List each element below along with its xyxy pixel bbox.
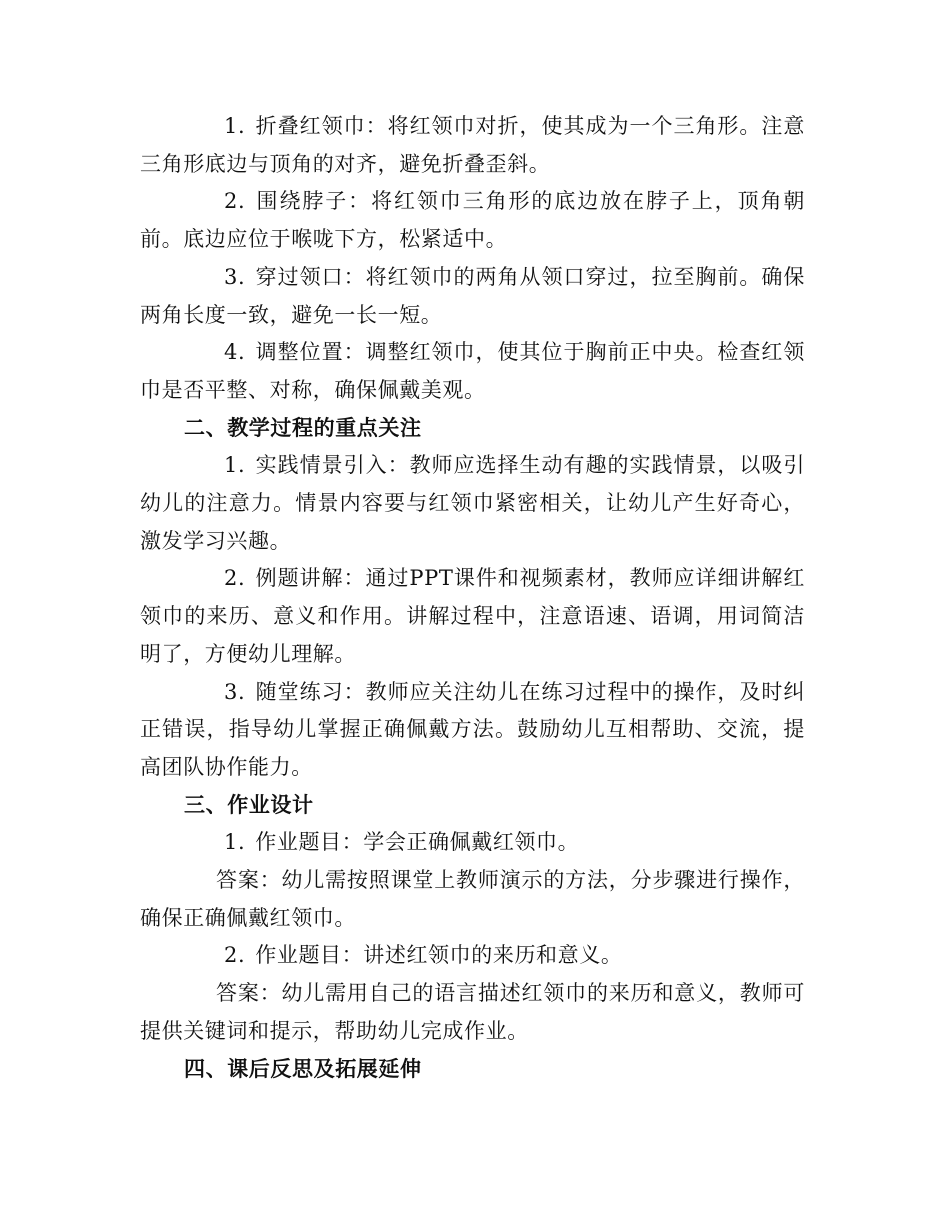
section-heading-2: 二、教学过程的重点关注 (184, 415, 422, 440)
step-paragraph-4 (140, 334, 805, 409)
step-number: 3. (224, 264, 246, 289)
section-heading-3: 三、作业设计 (184, 792, 314, 817)
document-body (140, 108, 805, 1088)
step-number: 4. (224, 340, 246, 365)
item-text: 实践情景引入：教师应选择生动有趣的实践情景，以吸引幼儿的注意力。情景内容要与红领巾紧密相关，让幼儿产生好奇心，激发学习兴趣。 (140, 453, 805, 553)
step-paragraph-2 (140, 183, 805, 258)
homework-number: 2. (224, 943, 246, 968)
homework-answer-1: 答案：幼儿需按照课堂上教师演示的方法，分步骤进行操作，确保正确佩戴红领巾。 (140, 868, 805, 930)
step-text: 穿过领口：将红领巾的两角从领口穿过，拉至胸前。确保两角长度一致，避免一长一短。 (140, 264, 805, 327)
item-number: 3. (224, 679, 246, 704)
homework-answer-2: 答案：幼儿需用自己的语言描述红领巾的来历和意义，教师可提供关键词和提示，帮助幼儿完成作业。 (140, 981, 805, 1043)
item-text: 随堂练习：教师应关注幼儿在练习过程中的操作，及时纠正错误，指导幼儿掌握正确佩戴方法。鼓励幼儿互相帮助、交流，提高团队协作能力。 (140, 679, 805, 779)
homework-question-1 (140, 824, 805, 862)
focus-paragraph-3 (140, 674, 805, 787)
step-text: 折叠红领巾：将红领巾对折，使其成为一个三角形。注意三角形底边与顶角的对齐，避免折叠歪斜。 (140, 114, 805, 176)
step-text: 围绕脖子：将红领巾三角形的底边放在脖子上，顶角朝前。底边应位于喉咙下方，松紧适中。 (140, 189, 805, 252)
homework-number: 1. (224, 830, 246, 855)
homework-question-2 (140, 937, 805, 975)
item-number: 1. (224, 453, 246, 478)
step-number: 2. (224, 189, 246, 214)
step-text: 调整位置：调整红领巾，使其位于胸前正中央。检查红领巾是否平整、对称，确保佩戴美观。 (140, 340, 805, 402)
step-number: 1. (224, 114, 246, 138)
homework-question-text: 作业题目：学会正确佩戴红领巾。 (255, 830, 580, 855)
step-paragraph-1 (140, 108, 805, 183)
focus-paragraph-2 (140, 560, 805, 673)
step-paragraph-3 (140, 259, 805, 334)
focus-paragraph-1 (140, 447, 805, 560)
item-text: 例题讲解：通过PPT课件和视频素材，教师应详细讲解红领巾的来历、意义和作用。讲解过程中，注意语速、语调，用词简洁明了，方便幼儿理解。 (140, 566, 805, 666)
section-heading-4: 四、课后反思及拓展延伸 (184, 1056, 422, 1081)
homework-question-text: 作业题目：讲述红领巾的来历和意义。 (255, 943, 623, 968)
item-number: 2. (224, 566, 246, 591)
